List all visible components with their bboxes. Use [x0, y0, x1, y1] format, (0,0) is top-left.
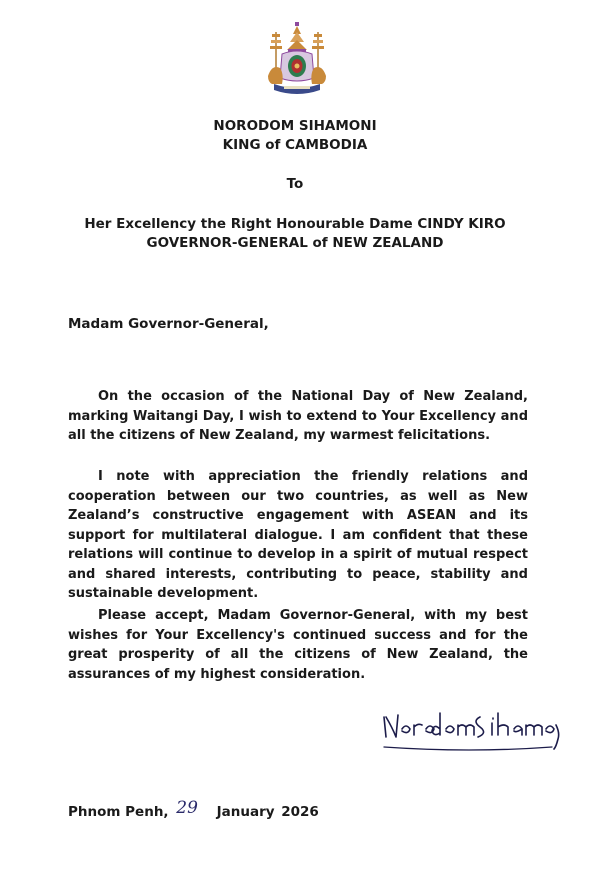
body-paragraph-1: On the occasion of the National Day of New Zealand, marking Waitangi Day, I wish to extend to Your Excellency and all the citizens of New Zealand, my warmest felicitations.: [68, 389, 528, 443]
closing-month: January: [216, 804, 275, 820]
sender-title: KING of CAMBODIA: [222, 137, 368, 153]
handwritten-signature: [380, 703, 562, 755]
shield-icon: [288, 55, 306, 77]
closing-place: Phnom Penh,: [68, 804, 169, 820]
body-paragraph-2: I note with appreciation the friendly relations and cooperation between our two countries, as well as New Zealand’s constructive engagement with ASEAN and its support for multilateral dialogue. I am confident that these relations will continue to develop in a spirit of mutual respect and shared interests, contributing to peace, stability and sustainable development.: [68, 469, 528, 601]
body-paragraph-3: Please accept, Madam Governor-General, with my best wishes for Your Excellency's continued success and for the great prosperity of all the citizens of New Zealand, the assurances of my highest consideration.: [68, 608, 528, 682]
closing-day-handwritten: 29: [176, 798, 198, 818]
to-label: To: [286, 176, 304, 192]
royal-coat-of-arms: [262, 20, 332, 100]
sender-name: NORODOM SIHAMONI: [213, 118, 377, 134]
crown-icon: [287, 22, 307, 52]
recipient-name: Her Excellency the Right Honourable Dame CINDY KIRO: [84, 216, 506, 232]
closing-year: 2026: [281, 804, 319, 820]
salutation: Madam Governor-General,: [68, 316, 269, 332]
place-date-line: [68, 798, 319, 822]
recipient-title: GOVERNOR-GENERAL of NEW ZEALAND: [146, 235, 444, 251]
